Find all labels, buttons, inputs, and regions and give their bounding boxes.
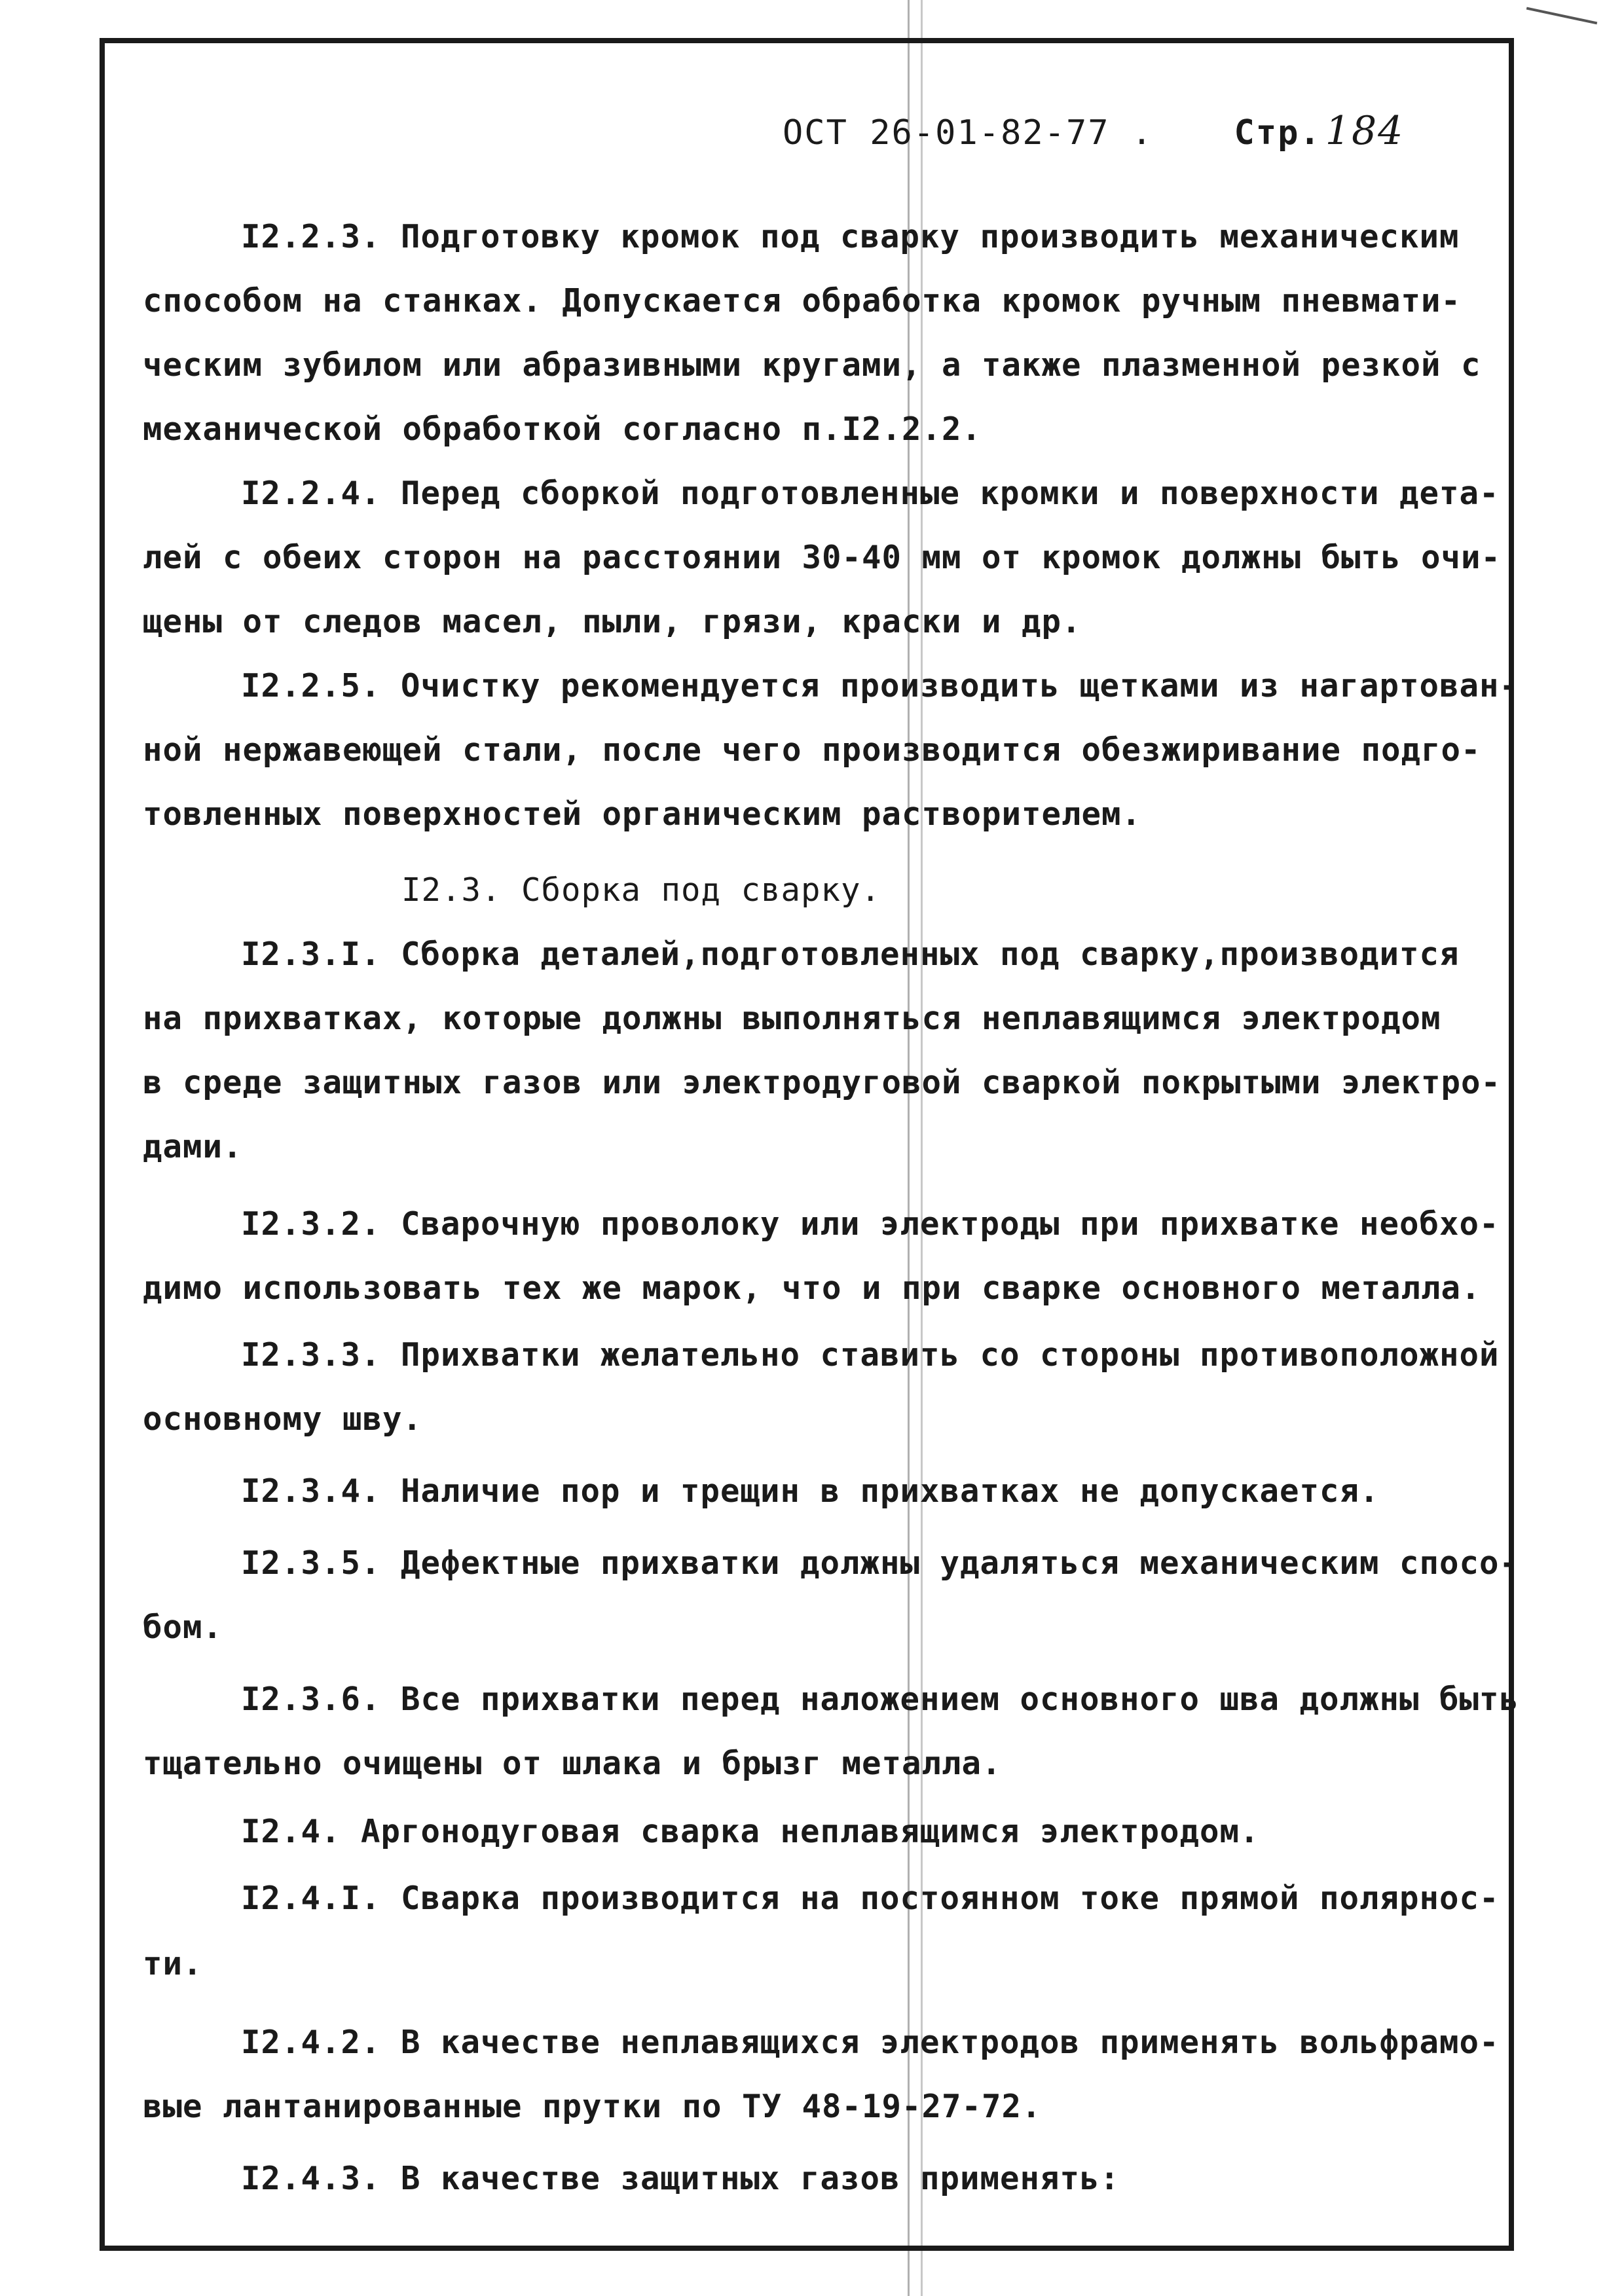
- paragraph-line: щены от следов масел, пыли, грязи, краски и др.: [143, 603, 1082, 640]
- section-heading: I2.4. Аргонодуговая сварка неплавящимся электродом.: [241, 1813, 1260, 1850]
- paragraph-line: основному шву.: [143, 1400, 423, 1438]
- paragraph-line: I2.2.4. Перед сборкой подготовленные кромки и поверхности дета-: [241, 475, 1500, 512]
- standard-code: ОСТ 26-01-82-77 .: [783, 113, 1154, 153]
- paragraph-line: механической обработкой согласно п.I2.2.2.: [143, 410, 982, 448]
- paragraph-line: I2.3.2. Сварочную проволоку или электроды при прихватке необхо-: [241, 1205, 1500, 1243]
- paragraph-line: I2.3.4. Наличие пор и трещин в прихватках не допускается.: [241, 1472, 1380, 1510]
- paragraph-line: дами.: [143, 1128, 243, 1165]
- paragraph-line: I2.4.3. В качестве защитных газов применять:: [241, 2160, 1120, 2197]
- paragraph-line: лей с обеих сторон на расстоянии 30-40 мм от кромок должны быть очи-: [143, 539, 1502, 576]
- paragraph-line: в среде защитных газов или электродуговой сваркой покрытыми электро-: [143, 1064, 1502, 1101]
- paragraph-line: ти.: [143, 1945, 203, 1982]
- page-header: [783, 108, 1404, 154]
- paragraph-line: I2.3.6. Все прихватки перед наложением основного шва должны быть: [241, 1681, 1520, 1718]
- paragraph-line: вые лантанированные прутки по ТУ 48-19-27-72.: [143, 2088, 1042, 2125]
- paragraph-line: товленных поверхностей органическим растворителем.: [143, 795, 1142, 833]
- paragraph-line: димо использовать тех же марок, что и при сварке основного металла.: [143, 1269, 1481, 1307]
- paragraph-line: I2.2.3. Подготовку кромок под сварку производить механическим: [241, 218, 1460, 255]
- paragraph-line: I2.3.I. Сборка деталей,подготовленных под сварку,производится: [241, 936, 1460, 973]
- paragraph-line: на прихватках, которые должны выполняться неплавящимся электродом: [143, 1000, 1441, 1037]
- paragraph-line: ческим зубилом или абразивными кругами, а также плазменной резкой с: [143, 346, 1481, 384]
- paragraph-line: I2.2.5. Очистку рекомендуется производить щетками из нагартован-: [241, 667, 1520, 704]
- paragraph-line: I2.4.I. Сварка производится на постоянном токе прямой полярнос-: [241, 1880, 1500, 1917]
- page-label: Стр.: [1234, 113, 1321, 153]
- paragraph-line: I2.3.5. Дефектные прихватки должны удаляться механическим спосо-: [241, 1544, 1520, 1582]
- paragraph-line: тщательно очищены от шлака и брызг металла.: [143, 1745, 1002, 1782]
- paragraph-line: ной нержавеющей стали, после чего производится обезжиривание подго-: [143, 731, 1481, 769]
- page-number: 184: [1325, 108, 1405, 154]
- paragraph-line: I2.3.3. Прихватки желательно ставить со стороны противоположной: [241, 1336, 1500, 1374]
- paragraph-line: способом на станках. Допускается обработка кромок ручным пневмати-: [143, 282, 1462, 319]
- section-heading: I2.3. Сборка под сварку.: [401, 871, 881, 909]
- scan-mark: [1526, 7, 1597, 25]
- paragraph-line: бом.: [143, 1609, 223, 1646]
- paragraph-line: I2.4.2. В качестве неплавящихся электродов применять вольфрамо-: [241, 2024, 1500, 2061]
